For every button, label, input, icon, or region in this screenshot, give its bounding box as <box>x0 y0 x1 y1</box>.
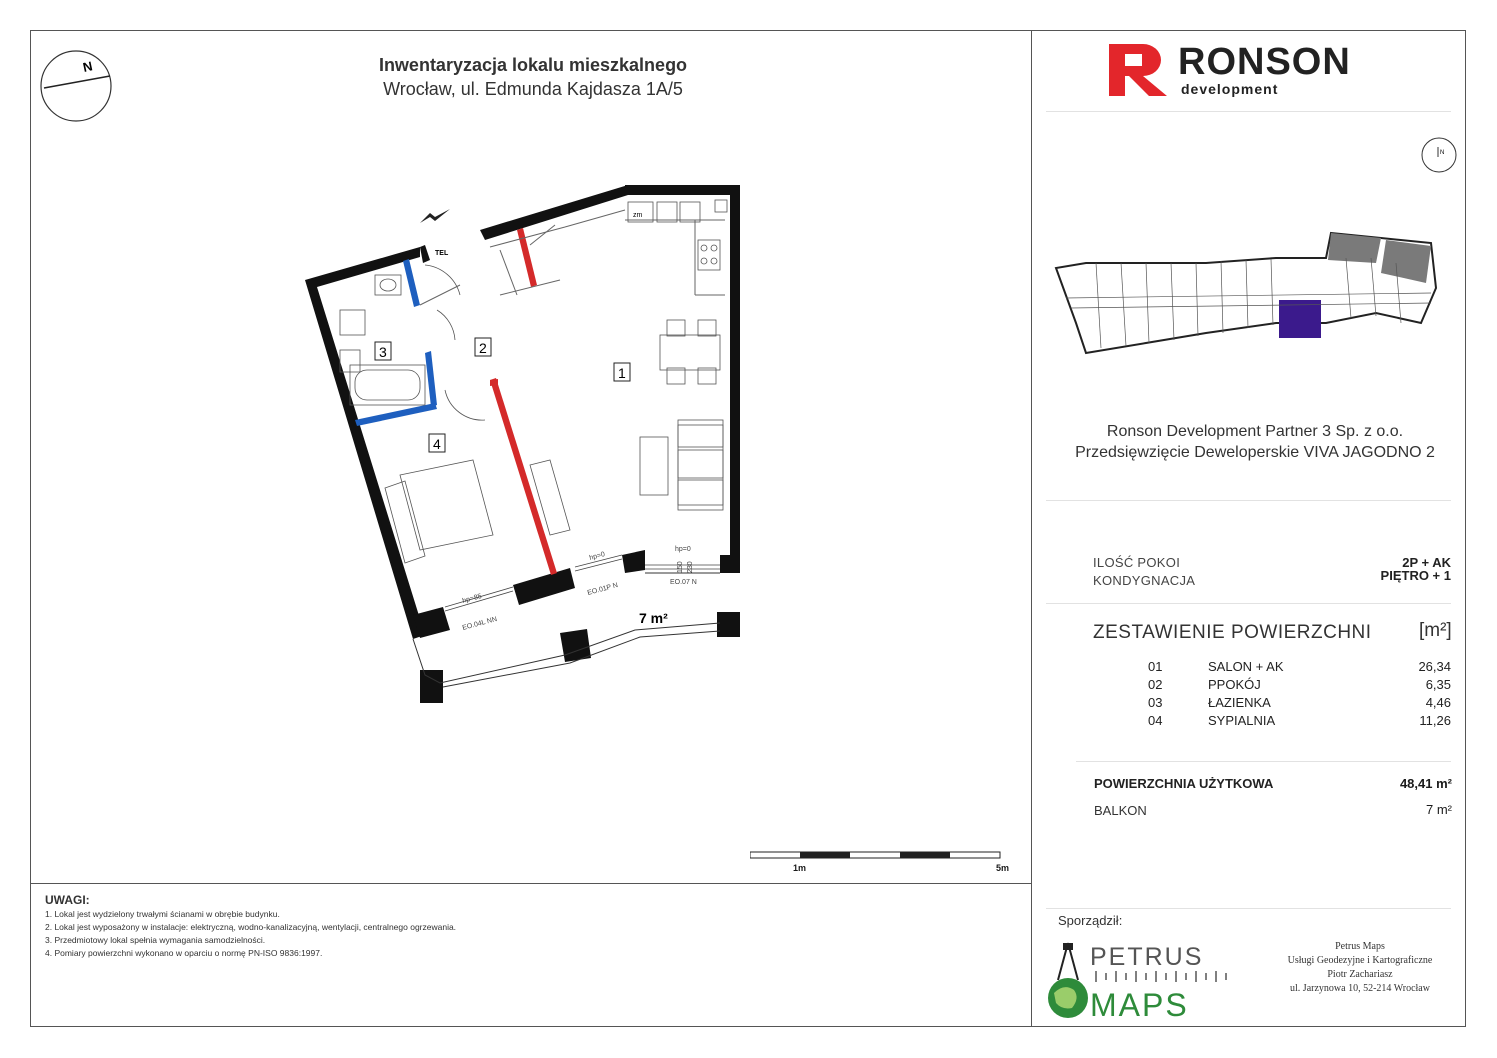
compass-label: N <box>81 58 94 75</box>
author-line3: Piotr Zachariasz <box>1327 969 1393 980</box>
note-4: 4. Pomiary powierzchni wykonano w oparciu o normę PN-ISO 9836:1997. <box>45 948 323 958</box>
window-height-3: hp=0 <box>675 546 691 553</box>
window-height-1: hp=85 <box>461 593 483 605</box>
sofa <box>640 420 723 510</box>
note-2: 2. Lokal jest wyposażony w instalacje: elektryczną, wodno-kanalizacyjną, wentylacji, centralnego ogrzewania. <box>45 922 457 932</box>
area-row <box>1093 713 1451 730</box>
author-address: ul. Jarzynowa 10, 52-214 Wrocław <box>1290 983 1430 994</box>
author-info <box>1262 940 1458 996</box>
scale-label-5m: 5m <box>996 863 1010 873</box>
rooms-value: 2P + AK <box>1402 555 1451 570</box>
area-name: SALON + AK <box>1208 659 1284 674</box>
document-title: Inwentaryzacja lokalu mieszkalnego <box>378 55 688 75</box>
floor-plan <box>295 175 755 710</box>
areas-title: ZESTAWIENIE POWIERZCHNI <box>1093 622 1372 643</box>
area-value: 11,26 <box>1419 713 1451 728</box>
room-4-label: 4 <box>433 436 441 452</box>
balcony-area-label: 7 m² <box>639 610 668 626</box>
window-label-1: EO.04L NN <box>461 615 498 632</box>
room-1-label: 1 <box>618 365 626 381</box>
tel-label: TEL <box>435 250 449 257</box>
area-row <box>1093 695 1451 712</box>
company-name: Ronson Development Partner 3 Sp. z o.o. <box>1106 423 1404 440</box>
scale-bar <box>750 850 1010 862</box>
brand-name: RONSON <box>1178 41 1351 83</box>
maps-wordmark: MAPS <box>1090 987 1189 1023</box>
kitchen-unit <box>628 200 727 270</box>
author-line2: Usługi Geodezyjne i Kartograficzne <box>1287 955 1433 966</box>
usable-area-value: 48,41 m² <box>1399 776 1452 791</box>
room-2-label: 2 <box>479 340 487 356</box>
brand-subtitle: development <box>1181 81 1279 97</box>
outer-walls <box>305 185 740 703</box>
room-3-label: 3 <box>379 344 387 360</box>
divider <box>1076 761 1451 762</box>
bed <box>385 460 570 563</box>
petrus-maps-logo-icon <box>1044 938 1244 1023</box>
balcony-value: 7 m² <box>1426 802 1452 817</box>
usable-area-label: POWIERZCHNIA UŻYTKOWA <box>1094 776 1274 791</box>
area-value: 6,35 <box>1425 677 1451 692</box>
window-height-2: hp=0 <box>588 551 606 562</box>
divider <box>1046 500 1451 501</box>
area-no: 02 <box>1148 677 1163 692</box>
balcony-label: BALKON <box>1094 803 1147 818</box>
apartment-highlight <box>1279 300 1321 338</box>
title-block-separator <box>1031 30 1032 1027</box>
note-3: 3. Przedmiotowy lokal spełnia wymagania samodzielności. <box>45 935 266 945</box>
zm-label: zm <box>633 212 643 219</box>
window-dim-2: 230 <box>687 561 694 573</box>
area-row <box>1093 677 1451 694</box>
note-1: 1. Lokal jest wydzielony trwałymi ścianami w obrębie budynku. <box>45 909 280 919</box>
notes-separator <box>30 883 1031 884</box>
petrus-wordmark: PETRUS <box>1090 943 1204 971</box>
area-no: 04 <box>1148 713 1163 728</box>
room-labels <box>375 338 630 452</box>
prepared-by-label: Sporządził: <box>1058 913 1123 928</box>
compass-small-icon <box>1419 135 1459 175</box>
ronson-logo-icon <box>1109 44 1167 96</box>
floor-value: PIĘTRO + 1 <box>1380 568 1451 583</box>
window-label-2: EO.01P N <box>586 582 619 597</box>
developer-info <box>1046 421 1464 463</box>
building-key-plan <box>1046 228 1446 378</box>
area-no: 03 <box>1148 695 1163 710</box>
window-dim-1: 150 <box>677 561 684 573</box>
area-row <box>1093 659 1451 676</box>
area-name: ŁAZIENKA <box>1208 695 1271 710</box>
compass-small-label: N <box>1440 150 1445 156</box>
notes-title: UWAGI: <box>45 893 90 907</box>
rooms-label: ILOŚĆ POKOI <box>1093 555 1181 570</box>
entrance-icon <box>420 209 450 223</box>
document-address: Wrocław, ul. Edmunda Kajdasza 1A/5 <box>383 79 683 99</box>
scale-label-1m: 1m <box>793 863 807 873</box>
area-no: 01 <box>1148 659 1163 674</box>
project-name: Przedsięwzięcie Deweloperskie VIVA JAGODNO 2 <box>1075 444 1435 461</box>
dining-table <box>660 320 720 384</box>
divider <box>1046 111 1451 112</box>
divider <box>1046 908 1451 909</box>
author-name: Petrus Maps <box>1335 941 1385 952</box>
area-value: 4,46 <box>1425 695 1451 710</box>
window-label-3: EO.07 N <box>670 579 697 586</box>
divider <box>1046 603 1451 604</box>
area-value: 26,34 <box>1418 659 1451 674</box>
areas-unit: [m²] <box>1419 620 1452 641</box>
compass-icon <box>38 48 114 124</box>
area-name: SYPIALNIA <box>1208 713 1276 728</box>
floor-label: KONDYGNACJA <box>1093 573 1196 588</box>
area-name: PPOKÓJ <box>1208 677 1261 692</box>
partitions <box>420 210 725 305</box>
